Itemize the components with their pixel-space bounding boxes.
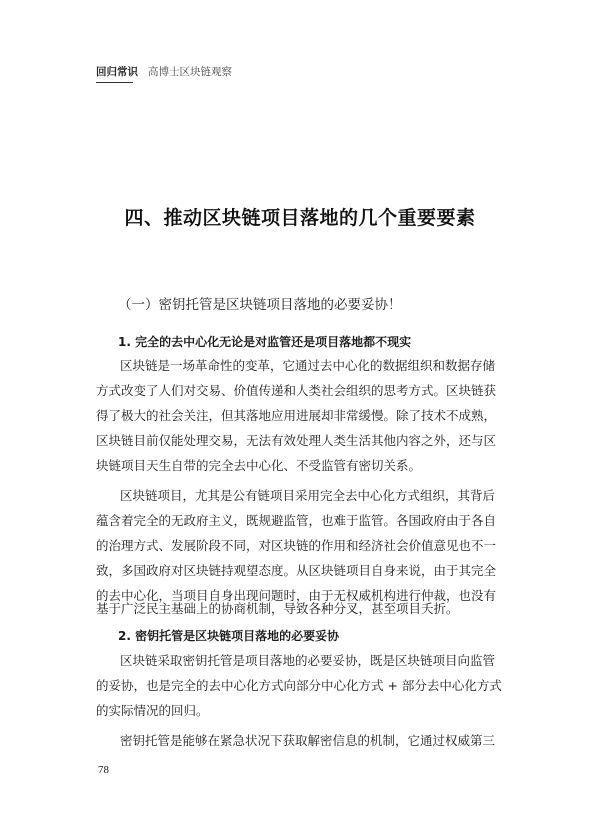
- paragraph-line: 基于广泛民主基础上的协商机制，导致各种分叉，甚至项目夭折。: [96, 601, 459, 616]
- paragraph-line: 的治理方式、发展阶段不同，对区块链的作用和经济社会价值意见也不一: [96, 538, 497, 553]
- running-head: [96, 64, 232, 79]
- paragraph-line: 块链项目天生自带的完全去中心化、不受监管有密切关系。: [96, 458, 422, 473]
- running-head-book-title: 回归常识: [96, 66, 138, 78]
- section-title: （一）密钥托管是区块链项目落地的必要妥协！: [118, 297, 402, 313]
- paragraph-line: 的去中心化，当项目自身出现问题时，由于无权威机构进行仲裁，也没有: [96, 588, 497, 603]
- paragraph-line: 区块链目前仅能处理交易，无法有效处理人类生活其他内容之外，还与区: [96, 433, 497, 448]
- paragraph-line: 区块链采取密钥托管是项目落地的必要妥协，既是区块链项目向监管: [120, 653, 496, 668]
- paragraph-line: 区块链项目，尤其是公有链项目采用完全去中心化方式组织，其背后: [120, 488, 496, 503]
- paragraph-line: 的实际情况的回归。: [96, 703, 209, 718]
- paragraph-line: 密钥托管是能够在紧急状况下获取解密信息的机制，它通过权威第三: [120, 733, 496, 748]
- subsection-title-2: 2. 密钥托管是区块链项目落地的必要妥协: [118, 629, 340, 643]
- paragraph-line: 的妥协，也是完全的去中心化方式向部分中心化方式 + 部分去中心化方式: [96, 678, 502, 693]
- paragraph-line: 得了极大的社会关注，但其落地应用进展却非常缓慢。除了技术不成熟，: [96, 408, 497, 423]
- running-head-series-title: 高博士区块链观察: [148, 66, 232, 78]
- running-head-rule: [96, 82, 133, 83]
- subsection-title-1: 1. 完全的去中心化无论是对监管还是项目落地都不现实: [118, 335, 412, 349]
- page-number: 78: [98, 764, 109, 776]
- paragraph-line: 区块链是一场革命性的变革，它通过去中心化的数据组织和数据存储: [120, 358, 496, 373]
- paragraph-line: 蕴含着完全的无政府主义，既规避监管，也难于监管。各国政府由于各自: [96, 513, 497, 528]
- chapter-title: 四、推动区块链项目落地的几个重要要素: [124, 207, 476, 229]
- paragraph-line: 方式改变了人们对交易、价值传递和人类社会组织的思考方式。区块链获: [96, 383, 497, 398]
- paragraph-line: 致，多国政府对区块链持观望态度。从区块链项目自身来说，由于其完全: [96, 563, 497, 578]
